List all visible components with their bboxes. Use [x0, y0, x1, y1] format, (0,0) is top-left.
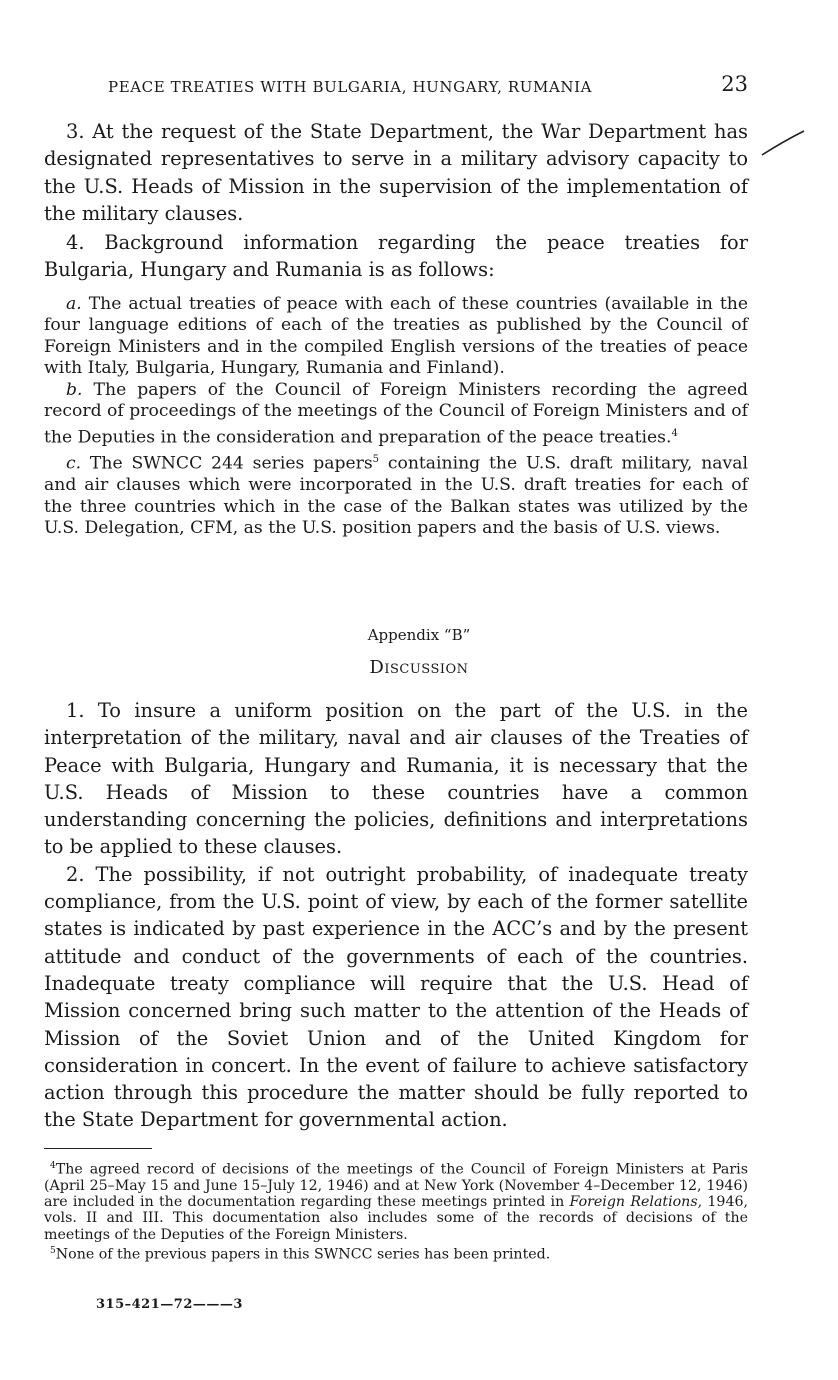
list-letter-a: a. — [66, 293, 82, 314]
appendix-label: Appendix “B” — [367, 626, 471, 644]
footnote-4-text-start: The agreed record of decisions of the meetings of the Council of Foreign Ministers at Paris (April 25–May 15 and June 15–July 12, 1946) and at New York (November 4–December 12, 1946) are included in the documentation regarding these meetings printed in — [44, 1161, 748, 1211]
list-letter-b: b. — [66, 379, 83, 400]
footnote-ref-4: 4 — [671, 427, 678, 439]
list-text-b: The papers of the Council of Foreign Ministers recording the agreed record of proceedings of the meetings of the Council of Foreign Ministers and of the Deputies in the consideration and preparation of the peace treaties. — [44, 379, 748, 448]
list-text-c-end: containing the U.S. draft military, naval and air clauses which were incorporated in the U.S. draft treaties for each of the three countries which in the case of the Balkan states was utilized by the U.S. Delegation, CFM, as the U.S. position papers and the basis of U.S. views. — [44, 453, 748, 539]
list-item-a — [44, 294, 748, 380]
footnote-5-mark: 5 — [50, 1245, 56, 1256]
list-text-a: The actual treaties of peace with each of these countries (available in the four language editions of each of the treaties as published by the Council of Foreign Ministers and in the compiled English versions of the treaties of peace with Italy, Bulgaria, Hungary, Rumania and Finland). — [44, 293, 748, 379]
running-header — [108, 72, 748, 100]
list-letter-c: c. — [66, 453, 82, 474]
footnote-separator — [44, 1148, 152, 1149]
appendix-title: Discussion — [369, 657, 469, 678]
running-header-title: PEACE TREATIES WITH BULGARIA, HUNGARY, RUMANIA — [108, 78, 593, 96]
footnote-ref-5: 5 — [372, 454, 380, 466]
appendix-paragraph-1: 1. To insure a uniform position on the part of the U.S. in the interpretation of the military, naval and air clauses of the Treaties of Peace with Bulgaria, Hungary and Rumania, it is necessary that the U.S. Heads of Mission to these countries have a common understanding concerning the policies, definitions and interpretations to be applied to these clauses. — [44, 699, 748, 859]
list-item-c — [44, 449, 748, 540]
background-list — [44, 294, 748, 540]
footnote-4-publication: Foreign Relations — [569, 1194, 698, 1211]
list-text-c-start: The SWNCC 244 series papers — [89, 453, 373, 474]
footnote-4-mark: 4 — [50, 1161, 56, 1171]
footnote-5-text: None of the previous papers in this SWNCC series has been printed. — [55, 1246, 551, 1263]
appendix-body — [44, 697, 748, 1134]
footnote-4-text-end: , 1946, vols. II and III. This documentation also includes some of the records of decisions of the meetings of the Deputies of the Foreign Ministers. — [44, 1194, 749, 1243]
footnote-4 — [44, 1158, 748, 1243]
memo-body — [44, 118, 748, 540]
footnotes — [44, 1158, 748, 1263]
paragraph-3: 3. At the request of the State Department, the War Department has designated representatives to serve in a military advisory capacity to the U.S. Heads of Mission in the supervision of the implementation of the military clauses. — [44, 120, 748, 225]
appendix-paragraph-2: 2. The possibility, if not outright probability, of inadequate treaty compliance, from the U.S. point of view, by each of the former satellite states is indicated by past experience in the ACC’s and by the present attitude and conduct of the governments of each of the countries. Inadequate treaty compliance will require that the U.S. Head of Mission concerned bring such matter to the attention of the Heads of Mission of the Soviet Union and of the United Kingdom for consideration in concert. In the event of failure to achieve satisfactory action through this procedure the matter should be fully reported to the State Department for governmental action. — [44, 862, 748, 1132]
paragraph-4: 4. Background information regarding the peace treaties for Bulgaria, Hungary and Rumania is as follows: — [44, 231, 748, 282]
footnote-5 — [44, 1243, 748, 1263]
list-item-b — [44, 380, 748, 449]
printer-code: 315–421—72———3 — [96, 1297, 243, 1312]
page-number: 23 — [721, 72, 748, 96]
pen-mark — [760, 128, 808, 158]
